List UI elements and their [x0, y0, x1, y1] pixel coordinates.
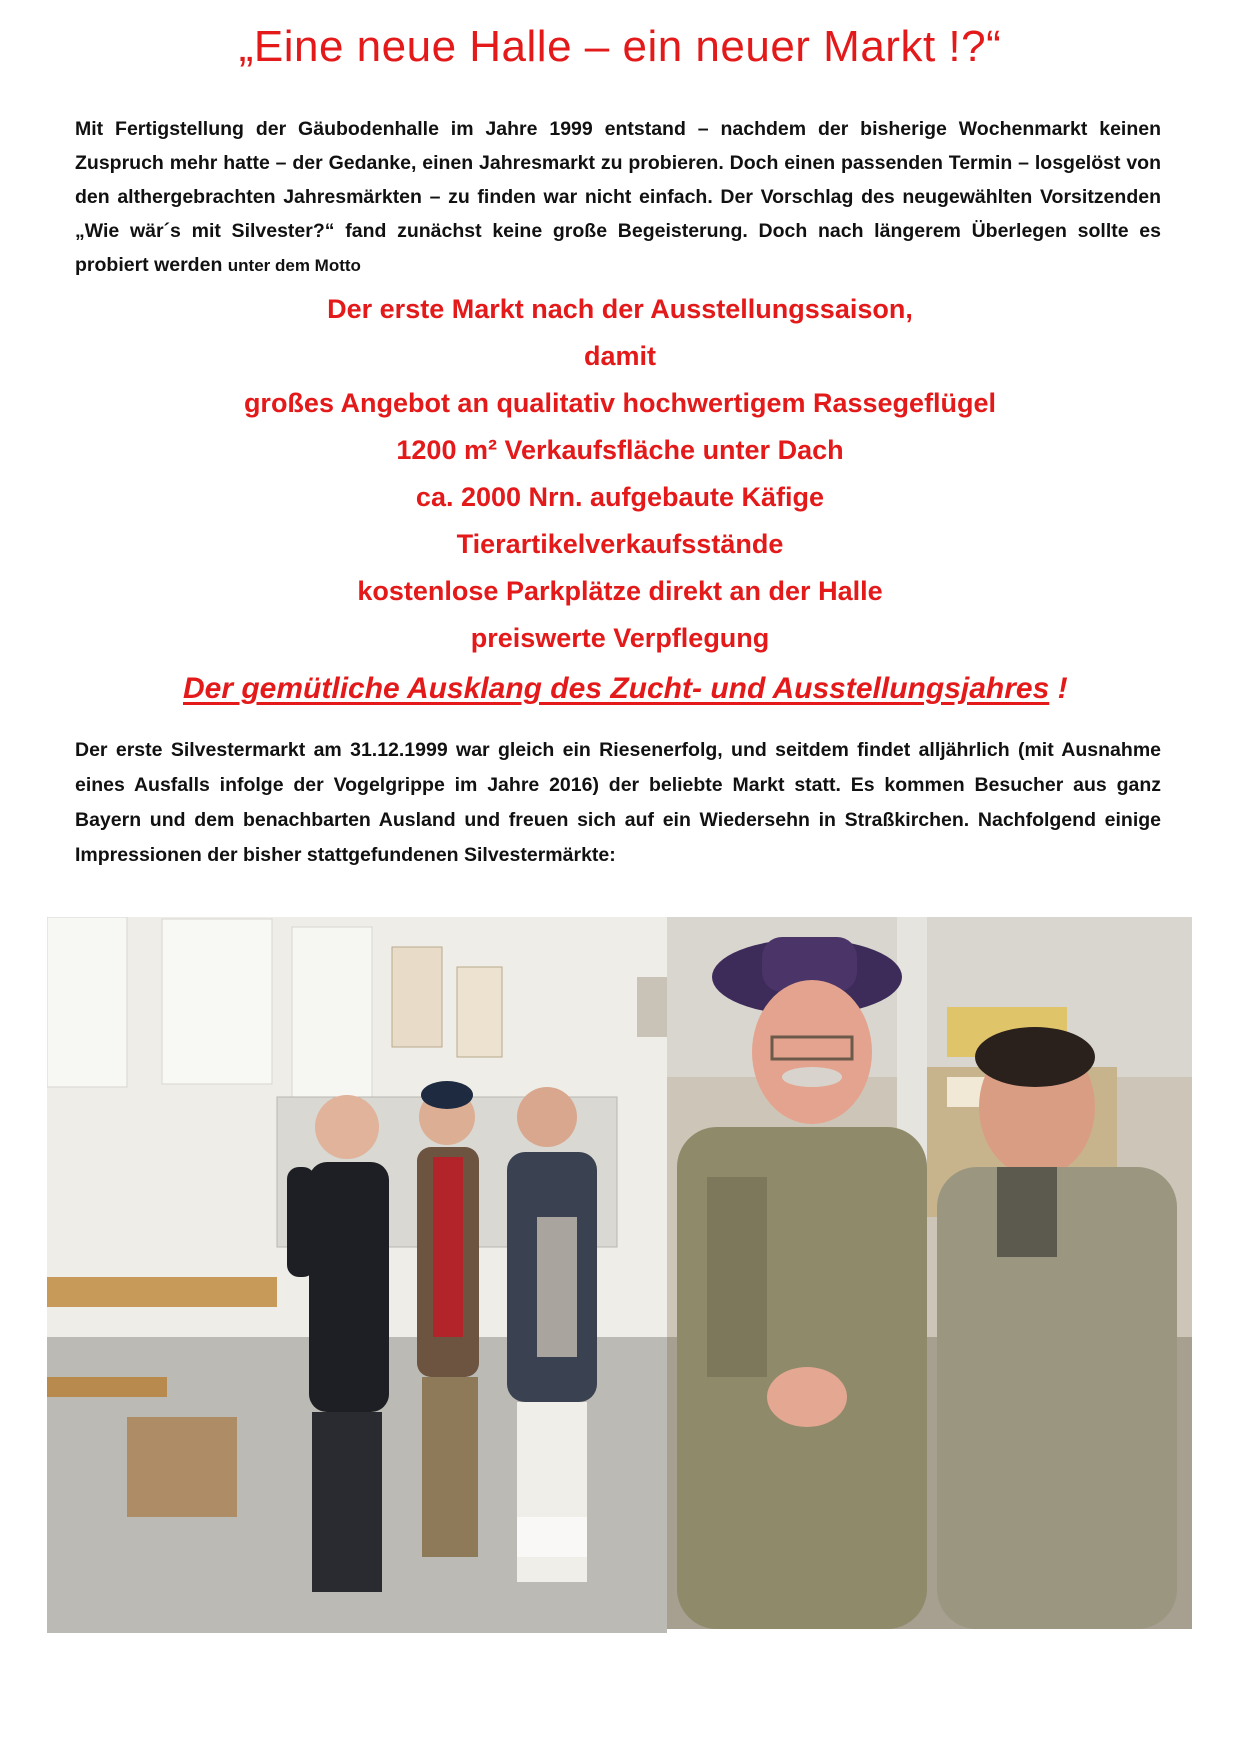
page-title: „Eine neue Halle – ein neuer Markt !?“ — [238, 22, 1002, 71]
slogan-exclamation: ! — [1057, 672, 1068, 705]
photo-two-men-illustration — [667, 917, 1192, 1629]
motto-line: Tierartikelverkaufsstände — [456, 529, 784, 559]
motto-list — [0, 286, 1240, 662]
motto-line: damit — [583, 341, 656, 371]
outro-paragraph: Der erste Silvestermarkt am 31.12.1999 war gleich ein Riesenerfolg, und seitdem findet alljährlich (mit Ausnahme eines Ausfalls infolge der Vogelgrippe im Jahre 2016) der beliebte Markt statt. Es kommen Besucher aus ganz Bayern und dem benachbarten Ausland und freuen sich auf ein Wiedersehn in Straßkirchen. Nachfolgend einige Impressionen der bisher stattgefundenen Silvestermärkte: — [75, 739, 1161, 866]
slogan-text: Der gemütliche Ausklang des Zucht- und Ausstellungsjahres — [183, 672, 1050, 705]
motto-line: preiswerte Verpflegung — [470, 623, 770, 653]
motto-line: Der erste Markt nach der Ausstellungssaison, — [327, 294, 913, 324]
slogan — [183, 672, 1163, 706]
motto-line: großes Angebot an qualitativ hochwertigem Rassegeflügel — [243, 388, 997, 418]
motto-lead: unter dem Motto — [227, 256, 361, 275]
photo-three-men — [47, 917, 667, 1633]
photo-collage — [47, 917, 1192, 1633]
motto-line: 1200 m² Verkaufsfläche unter Dach — [396, 435, 844, 465]
photo-three-men-illustration — [47, 917, 667, 1633]
motto-line: kostenlose Parkplätze direkt an der Halle — [357, 576, 883, 606]
intro-paragraph — [75, 112, 1161, 283]
intro-text: Mit Fertigstellung der Gäubodenhalle im Jahre 1999 entstand – nachdem der bisherige Wochenmarkt keinen Zuspruch mehr hatte – der Gedanke, einen Jahresmarkt zu probieren. Doch einen passenden Termin – losgelöst von den althergebrachten Jahresmärkten – zu finden war nicht einfach. Der Vorschlag des neugewählten Vorsitzenden „Wie wär´s mit Silvester?“ fand zunächst keine große Begeisterung. Doch nach längerem Überlegen sollte es probiert werden — [75, 118, 1161, 276]
photo-two-men — [667, 917, 1192, 1629]
motto-line: ca. 2000 Nrn. aufgebaute Käfige — [415, 482, 825, 512]
